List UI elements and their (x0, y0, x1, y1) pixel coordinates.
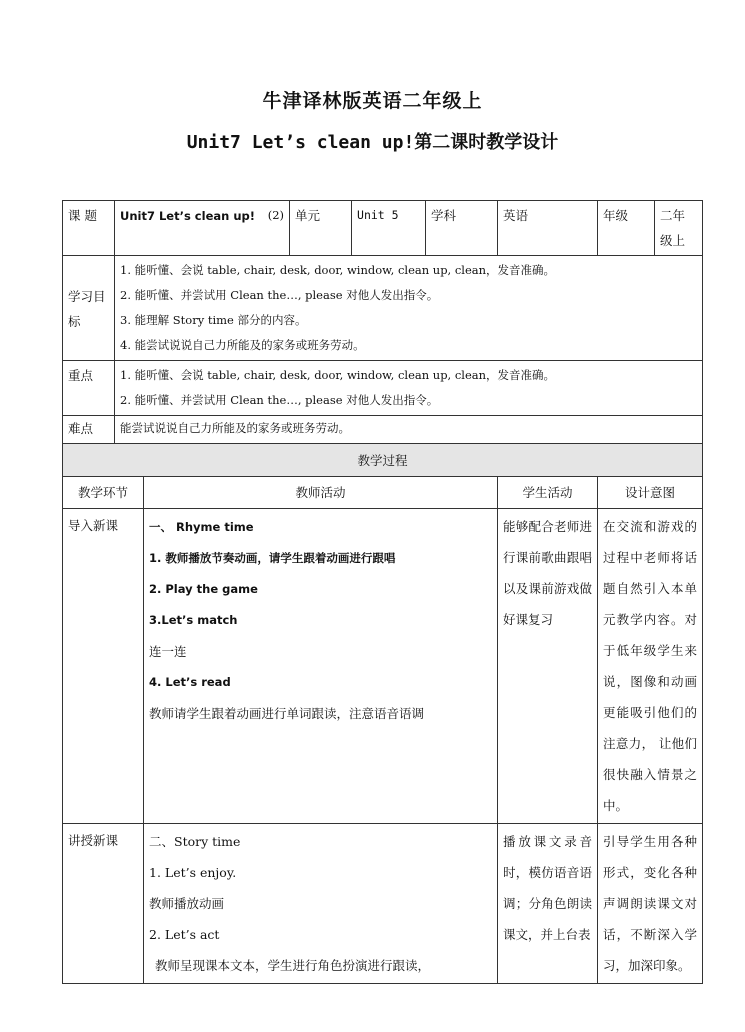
teacher-line: 教师播放动画 (149, 896, 225, 911)
goal-item: 1. 能听懂、会说 table, chair, desk, door, window, clean up, clean，发音准确。 (120, 263, 556, 277)
lesson-number: (2) (267, 208, 285, 222)
lesson-cell (115, 201, 290, 256)
key-point-item: 1. 能听懂、会说 table, chair, desk, door, window, clean up, clean，发音准确。 (120, 368, 556, 382)
grade-value: 二年级上 (655, 201, 703, 256)
goals-row (63, 256, 703, 361)
teacher-line: 教师呈现课本文本，学生进行角色扮演进行跟读， (155, 958, 431, 973)
stage-cell: 讲授新课 (63, 824, 144, 984)
student-cell: 播放课文录音时，模仿语音语调；分角色朗读课文，并上台表 (498, 824, 598, 984)
label-subject: 学科 (426, 201, 498, 256)
difficulty-content: 能尝试说说自己力所能及的家务或班务劳动。 (115, 416, 703, 444)
key-points-content (115, 361, 703, 416)
col-student: 学生活动 (498, 477, 598, 509)
label-key-points: 重点 (63, 361, 115, 416)
label-goals: 学习目标 (63, 256, 115, 361)
teacher-line: 二、Story time (149, 834, 241, 849)
teacher-line: 连一连 (149, 644, 187, 659)
teacher-line: 1. Let’s enjoy. (149, 865, 237, 880)
teacher-line: 2. Let’s act (149, 927, 220, 942)
intent-cell: 引导学生用各种形式，变化各种声调朗读课文对话，不断深入学习，加深印象。 (598, 824, 703, 984)
teacher-line: 4. Let’s read (149, 675, 231, 689)
process-row-new (63, 824, 703, 984)
header-row (63, 201, 703, 256)
unit-value: Unit 5 (352, 201, 426, 256)
teacher-line: 3.Let’s match (149, 613, 238, 627)
label-difficulty: 难点 (63, 416, 115, 444)
student-cell: 能够配合老师进行课前歌曲跟唱以及课前游戏做好课复习 (498, 509, 598, 824)
intent-cell: 在交流和游戏的过程中老师将话题自然引入本单元教学内容。对于低年级学生来说，图像和动画更能吸引他们的注意力， 让他们很快融入情景之中。 (598, 509, 703, 824)
difficulty-row (63, 416, 703, 444)
goal-item: 3. 能理解 Story time 部分的内容。 (120, 313, 307, 327)
col-teacher: 教师活动 (144, 477, 498, 509)
doc-title: 牛津译林版英语二年级上 (262, 90, 483, 112)
col-intent: 设计意图 (598, 477, 703, 509)
key-points-row (63, 361, 703, 416)
goal-item: 2. 能听懂、并尝试用 Clean the…, please 对他人发出指令。 (120, 288, 439, 302)
lesson-name: Unit7 Let’s clean up! (120, 209, 255, 223)
goal-item: 4. 能尝试说说自己力所能及的家务或班务劳动。 (120, 338, 365, 352)
process-title-row (63, 444, 703, 477)
label-lesson: 课 题 (63, 201, 115, 256)
stage-cell: 导入新课 (63, 509, 144, 824)
lesson-plan-table (62, 200, 703, 984)
teacher-line: 1. 教师播放节奏动画，请学生跟着动画进行跟唱 (149, 551, 396, 565)
teacher-cell (144, 824, 498, 984)
teacher-cell (144, 509, 498, 824)
key-point-item: 2. 能听懂、并尝试用 Clean the…, please 对他人发出指令。 (120, 393, 439, 407)
col-stage: 教学环节 (63, 477, 144, 509)
label-unit: 单元 (290, 201, 352, 256)
label-grade: 年级 (598, 201, 655, 256)
goals-content (115, 256, 703, 361)
subject-value: 英语 (498, 201, 598, 256)
teacher-line: 2. Play the game (149, 582, 258, 596)
process-row-intro (63, 509, 703, 824)
process-header-row (63, 477, 703, 509)
teacher-line: 教师请学生跟着动画进行单词跟读，注意语音语调 (149, 706, 425, 721)
doc-subtitle: Unit7 Let’s clean up!第二课时教学设计 (186, 132, 559, 153)
teacher-line: 一、 Rhyme time (149, 520, 254, 534)
process-title: 教学过程 (63, 444, 703, 477)
